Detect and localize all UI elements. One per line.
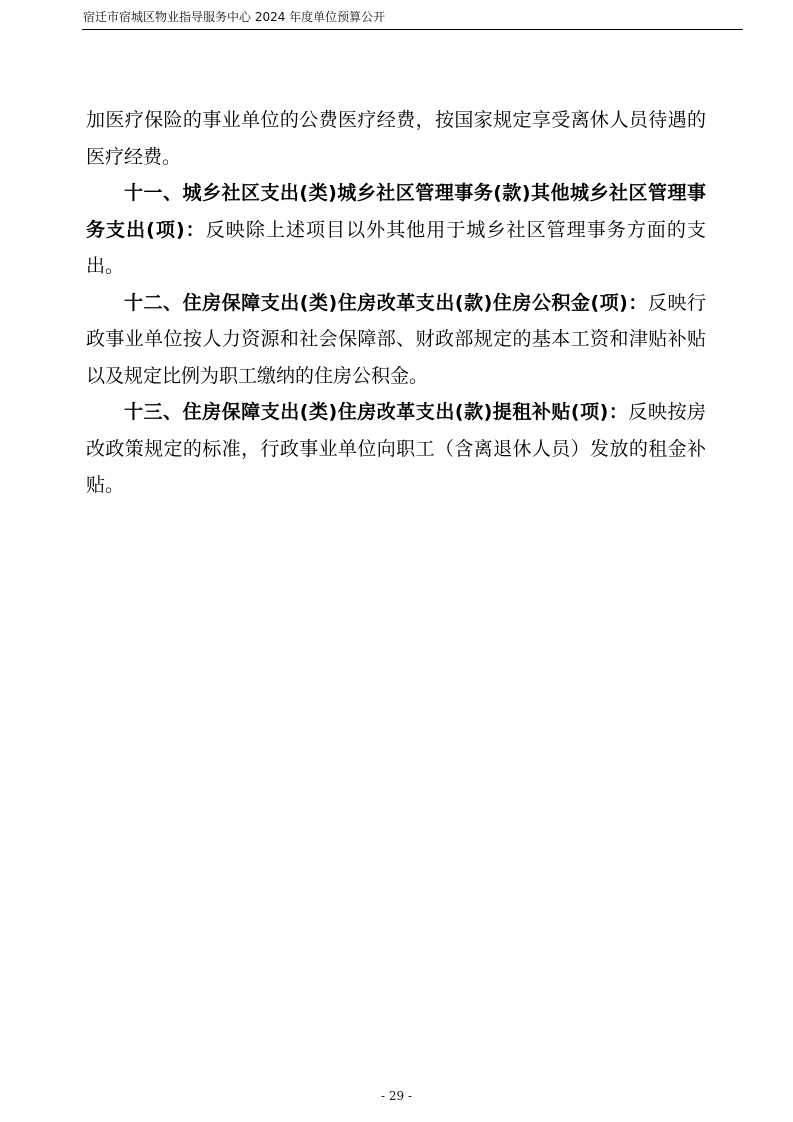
paragraph-section-12	[86, 285, 706, 395]
paragraph-text: 反映行政事业单位按人力资源和社会保障部、财政部规定的基本工资和津贴补贴以及规定比例为职工缴纳的住房公积金。	[86, 291, 706, 387]
section-heading-12: 十二、住房保障支出(类)住房改革支出(款)住房公积金(项)：	[124, 291, 648, 314]
paragraph-text: 反映除上述项目以外其他用于城乡社区管理事务方面的支出。	[86, 218, 706, 277]
page-header: 宿迁市宿城区物业指导服务中心 2024 年度单位预算公开	[83, 10, 386, 24]
header-divider	[82, 29, 743, 30]
section-heading-11: 十一、城乡社区支出(类)城乡社区管理事务(款)其他城乡社区管理事务支出(项)：	[86, 182, 706, 241]
paragraph-continuation	[86, 102, 706, 175]
paragraph-text: 加医疗保险的事业单位的公费医疗经费，按国家规定享受离休人员待遇的医疗经费。	[86, 109, 706, 168]
section-heading-13: 十三、住房保障支出(类)住房改革支出(款)提租补贴(项)：	[124, 401, 629, 423]
page-number: - 29 -	[380, 1089, 412, 1103]
paragraph-text: 反映按房改政策规定的标准，行政事业单位向职工（含离退休人员）发放的租金补贴。	[86, 401, 706, 496]
paragraph-section-11	[86, 175, 706, 285]
document-body	[86, 102, 706, 504]
paragraph-section-13	[86, 394, 706, 504]
